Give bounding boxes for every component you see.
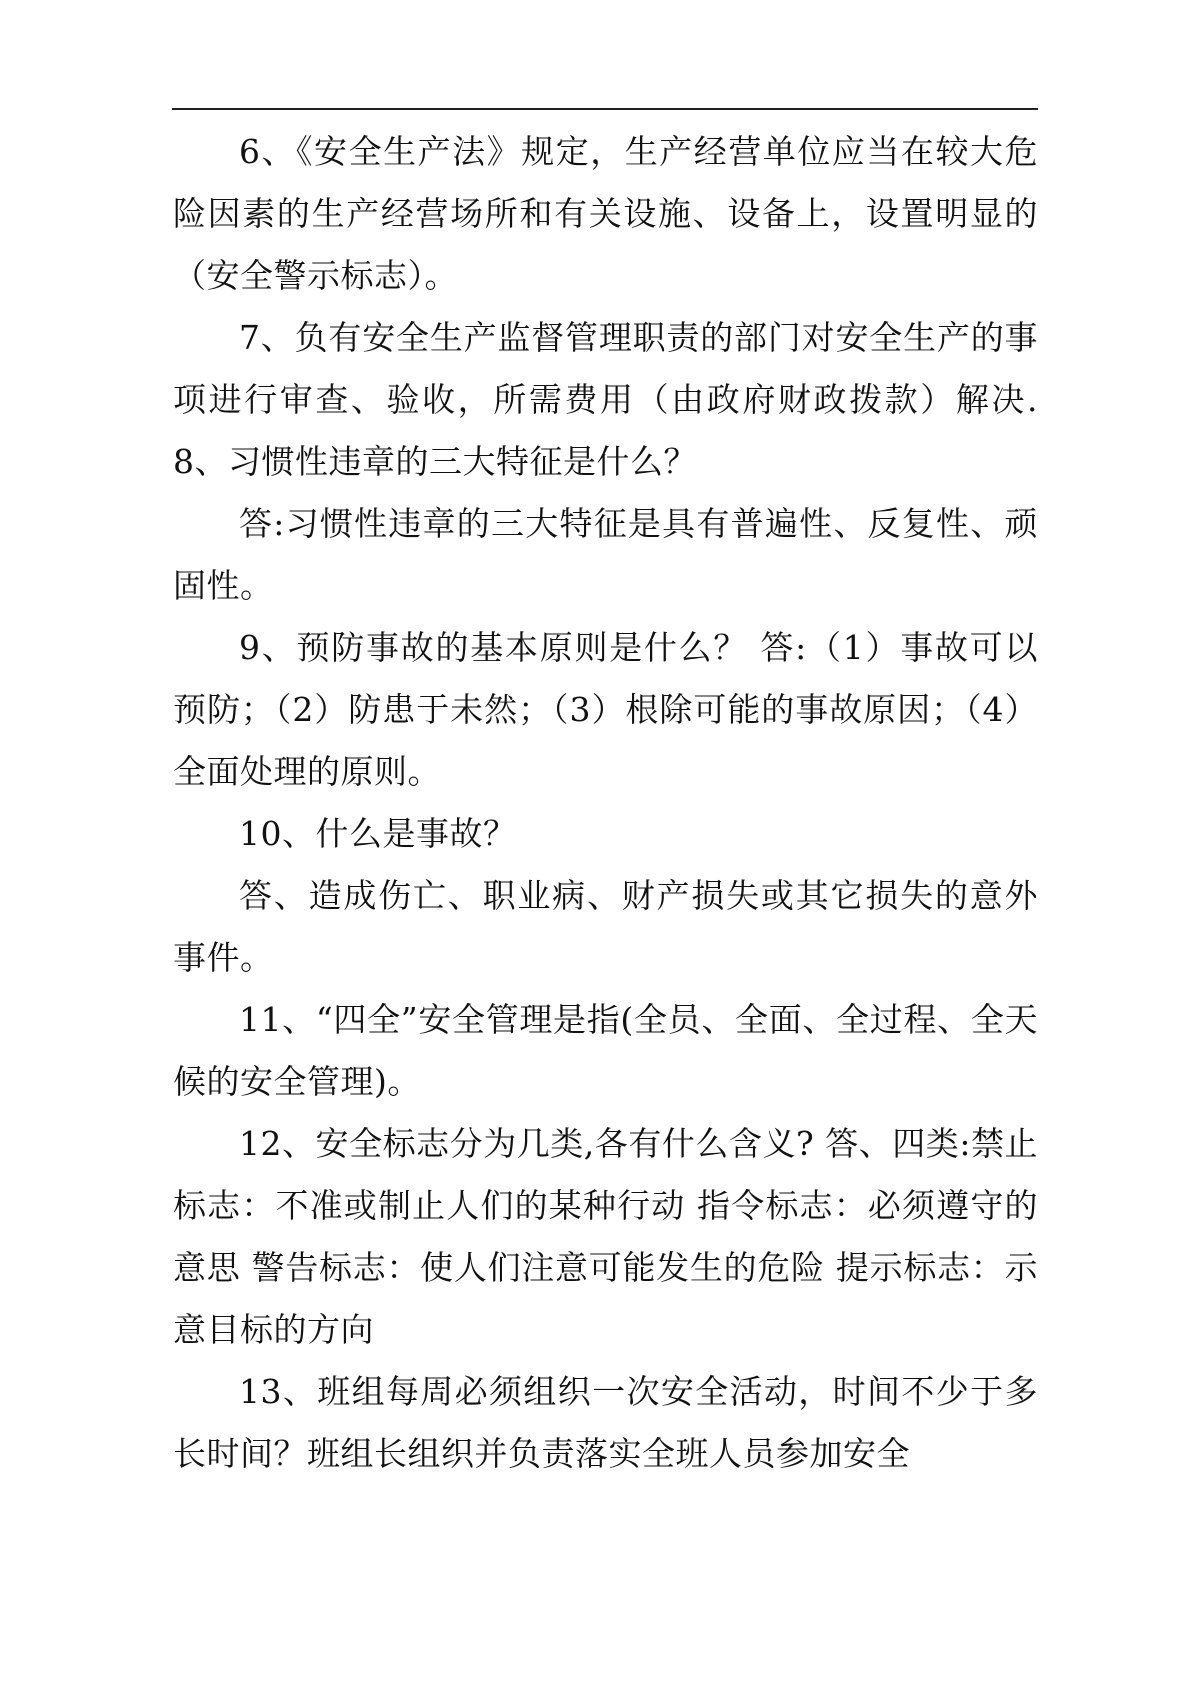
paragraph-q11: 11、“四全”安全管理是指(全员、全面、全过程、全天候的安全管理)。	[173, 1000, 1038, 1101]
document-body	[173, 121, 1038, 1485]
paragraph-q6: 6、《安全生产法》规定，生产经营单位应当在较大危险因素的生产经营场所和有关设施、设备上，设置明显的（安全警示标志）。	[173, 132, 1038, 295]
paragraph-a10: 答、造成伤亡、职业病、财产损失或其它损失的意外事件。	[173, 876, 1038, 977]
header-rule	[172, 108, 1038, 110]
paragraph-a8: 答:习惯性违章的三大特征是具有普遍性、反复性、顽固性。	[173, 504, 1038, 605]
paragraph-q13: 13、班组每周必须组织一次安全活动，时间不少于多长时间？班组长组织并负责落实全班人员参加安全	[173, 1372, 1038, 1473]
paragraph-q12: 12、安全标志分为几类,各有什么含义? 答、四类:禁止标志：不准或制止人们的某种行动 指令标志：必须遵守的意思 警告标志：使人们注意可能发生的危险 提示标志：示意目标的方向	[173, 1124, 1038, 1349]
paragraph-q10: 10、什么是事故？	[239, 814, 517, 853]
paragraph-q7-q8: 7、负有安全生产监督管理职责的部门对安全生产的事项进行审查、验收，所需费用（由政府财政拨款）解决.8、习惯性违章的三大特征是什么？	[173, 318, 1038, 481]
paragraph-q9: 9、预防事故的基本原则是什么？ 答:（1）事故可以预防；（2）防患于未然；（3）根除可能的事故原因；（4）全面处理的原则。	[173, 628, 1038, 791]
